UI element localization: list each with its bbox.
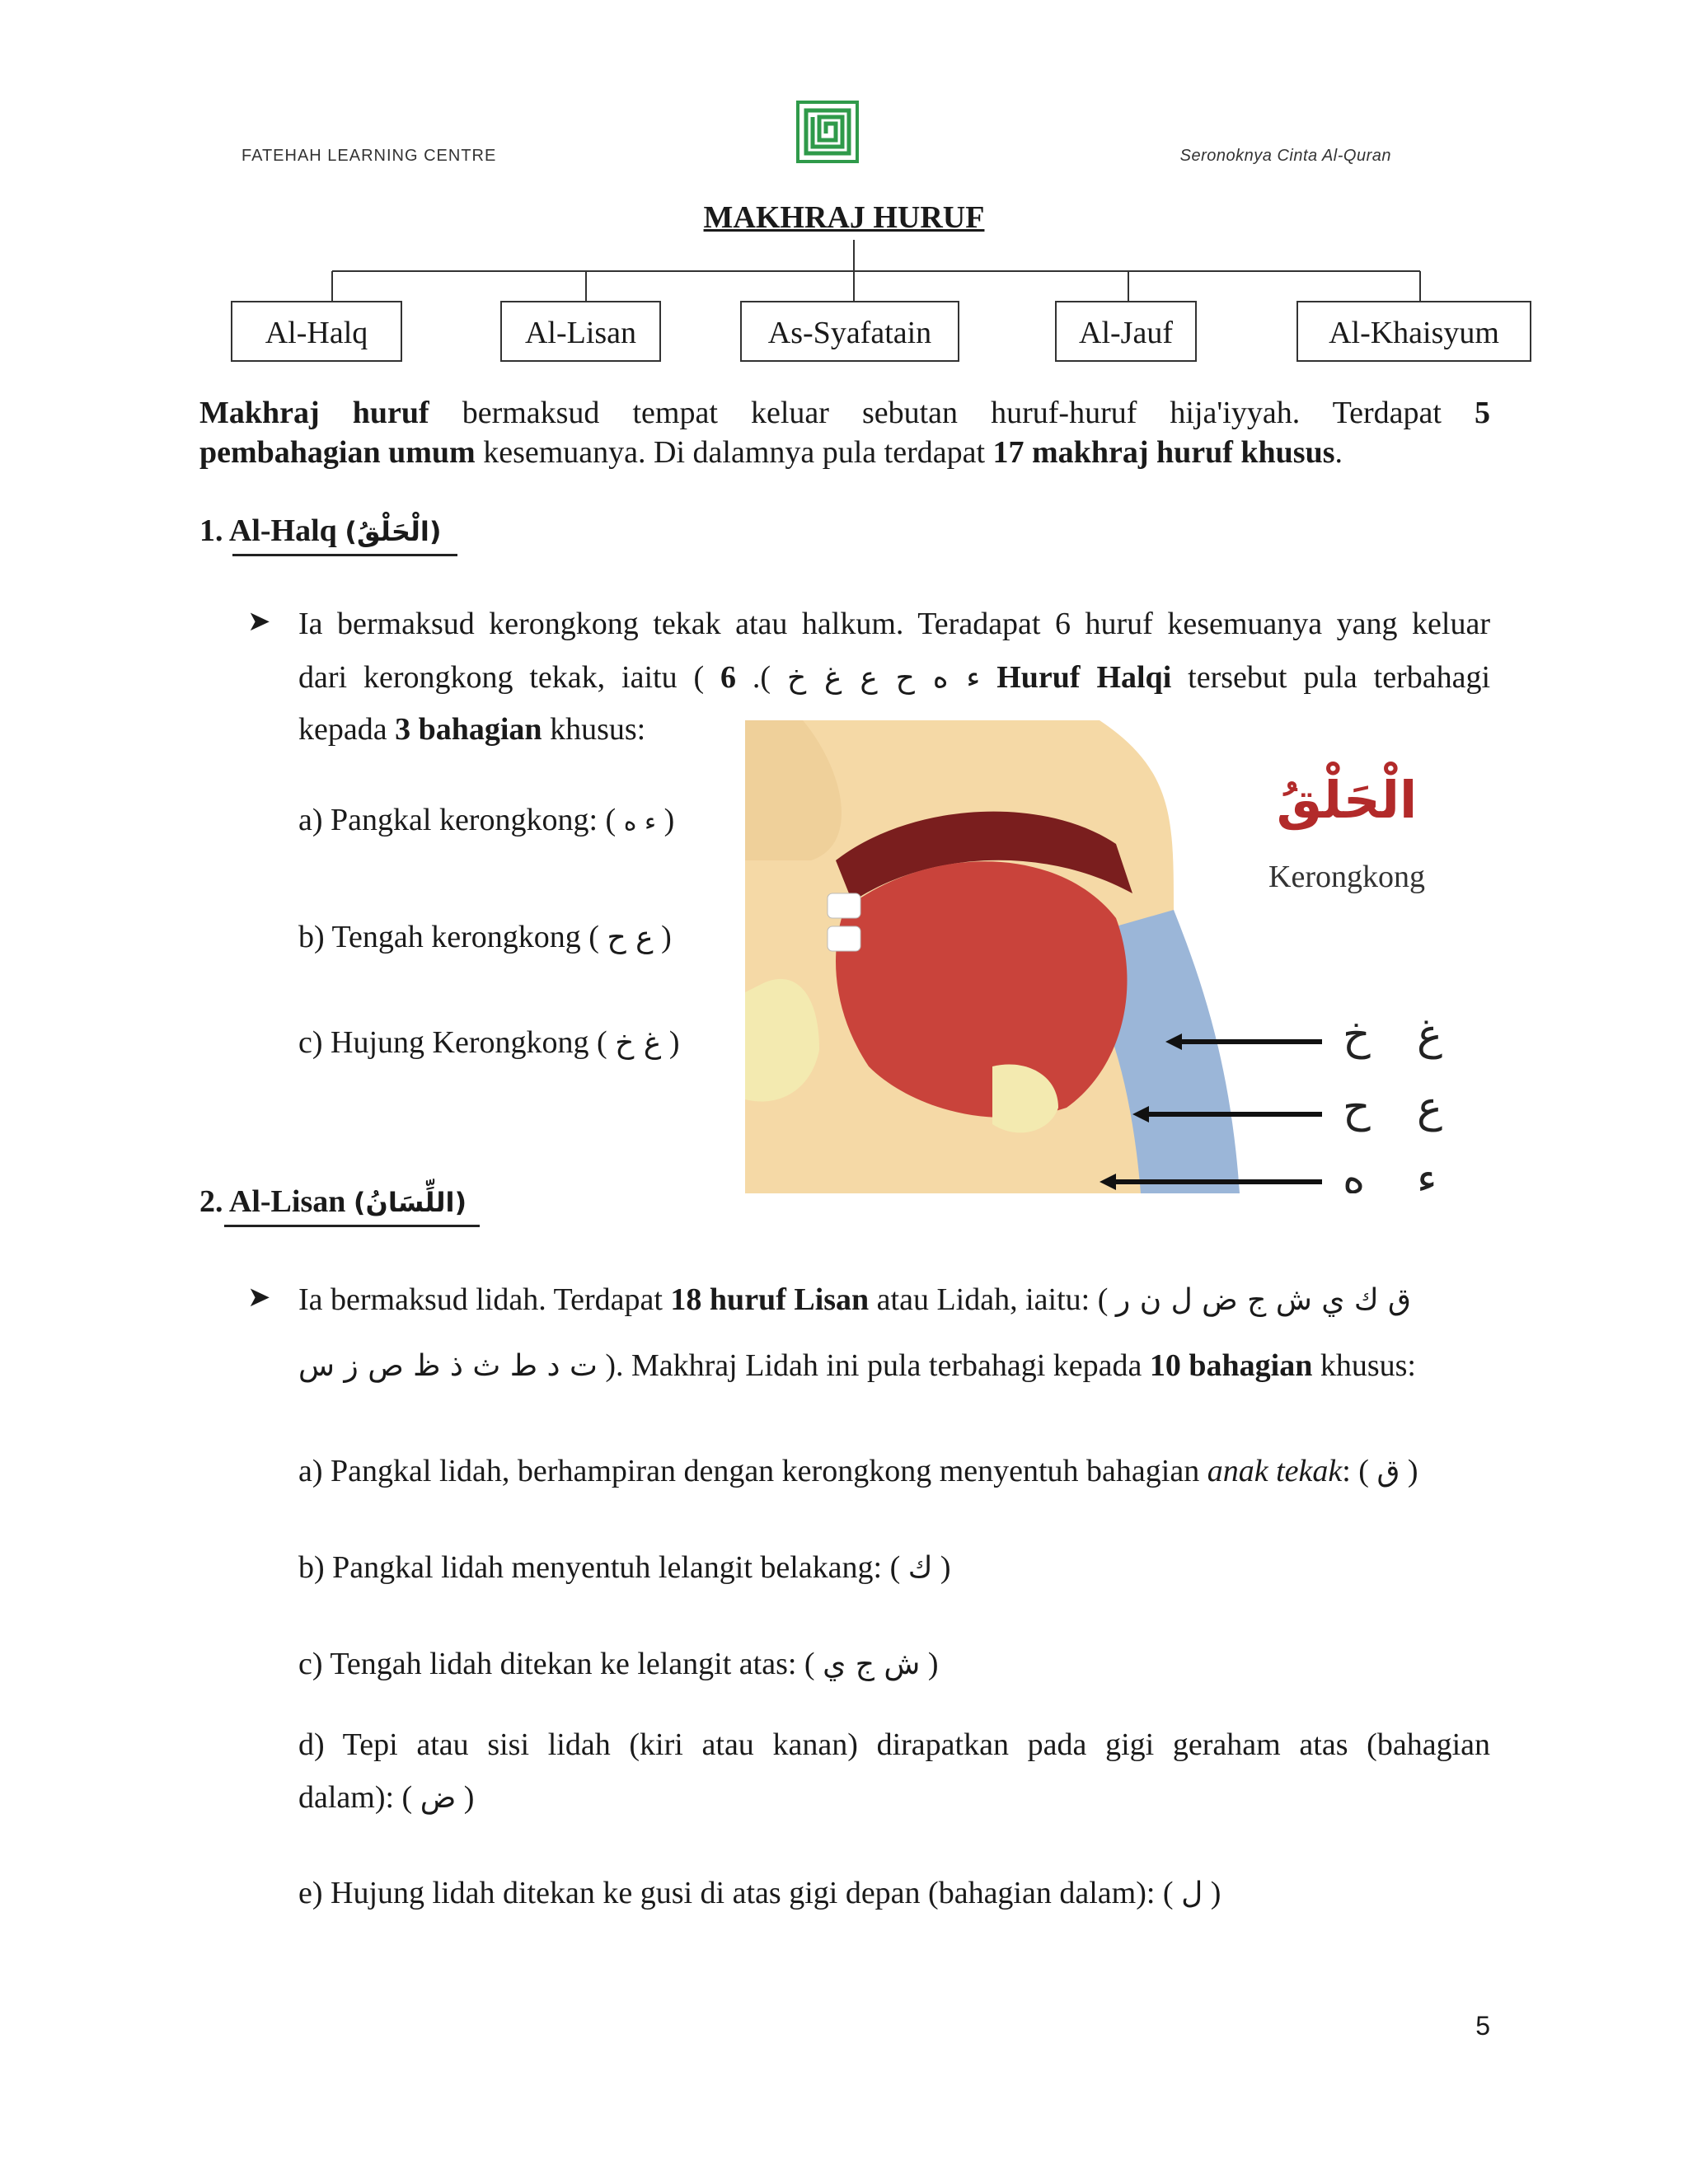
lisan-item-c: c) Tengah lidah ditekan ke lelangit atas: ( ش ج ي ) [298,1647,939,1681]
section-heading-al-halq: 1. Al-Halq (الْحَلْقُ) [199,513,442,548]
section-underline [224,1225,480,1227]
diagram-letter-kha: خ [1343,1010,1371,1060]
diagram-caption: Kerongkong [1268,860,1425,894]
tree-node-as-syafatain: As-Syafatain [740,301,959,362]
intro-line-2: pembahagian umum kesemuanya. Di dalamnya pula terdapat 17 makhraj huruf khusus. [199,435,1343,470]
diagram-letter-hamzah: ء [1417,1154,1437,1193]
tree-node-al-khaisyum: Al-Khaisyum [1296,301,1531,362]
lisan-item-b: b) Pangkal lidah menyentuh lelangit belakang: ( ك ) [298,1550,951,1585]
halq-line-2: dari kerongkong tekak, iaitu ( ء ه ح ع غ خ ). 6 Huruf Halqi tersebut pula terbahagi [298,660,1491,695]
halq-item-c: c) Hujung Kerongkong ( غ خ ) [298,1025,680,1060]
lisan-item-d-line-1: d) Tepi atau sisi lidah (kiri atau kanan) dirapatkan pada gigi geraham atas (bahagian [298,1727,1490,1762]
bullet-arrow-icon: ➤ [247,605,271,638]
diagram-title-arabic: الْحَلْقُ [1276,770,1418,830]
halq-line-1: Ia bermaksud kerongkong tekak atau halkum. Teradapat 6 huruf kesemuanya yang keluar [298,607,1490,641]
halq-item-b: b) Tengah kerongkong ( ع ح ) [298,920,672,954]
section-heading-al-lisan: 2. Al-Lisan (اللِّسَانُ) [199,1184,467,1219]
lisan-item-d-line-2: dalam): ( ض ) [298,1780,475,1815]
lisan-item-a: a) Pangkal lidah, berhampiran dengan kerongkong menyentuh bahagian anak tekak: ( ق ) [298,1454,1418,1488]
halq-item-a: a) Pangkal kerongkong: ( ء ه ) [298,803,675,837]
intro-line-1: Makhraj huruf bermaksud tempat keluar sebutan huruf-huruf hija'iyyah. Terdapat 5 [199,396,1490,430]
diagram-letter-haa: ه [1343,1154,1366,1193]
hierarchy-connectors [0,235,1688,301]
section-underline [232,554,457,556]
lisan-line-1: Ia bermaksud lidah. Terdapat 18 huruf Lisan atau Lidah, iaitu: ( ق ك ي ش ج ض ل ن ر [298,1282,1411,1317]
logo [796,101,859,163]
bullet-arrow-icon: ➤ [247,1281,271,1314]
tree-node-al-jauf: Al-Jauf [1055,301,1197,362]
page-number: 5 [1475,2011,1490,2041]
diagram-letter-ha: ح [1343,1083,1371,1132]
lisan-item-e: e) Hujung lidah ditekan ke gusi di atas gigi depan (bahagian dalam): ( ل ) [298,1876,1221,1910]
diagram-letter-ain: ع [1417,1083,1443,1132]
lisan-line-2: ت د ط ث ذ ظ ص ز س ). Makhraj Lidah ini pula terbahagi kepada 10 bahagian khusus: [298,1348,1416,1383]
diagram-letter-ghain: غ [1417,1010,1443,1060]
halq-line-3: kepada 3 bahagian khusus: [298,712,646,747]
header-left: FATEHAH LEARNING CENTRE [241,147,497,165]
tree-node-al-lisan: Al-Lisan [500,301,661,362]
header-right: Seronoknya Cinta Al-Quran [1179,147,1391,165]
throat-diagram [745,720,1492,1193]
page-title: MAKHRAJ HURUF [703,200,985,235]
tree-node-al-halq: Al-Halq [231,301,402,362]
